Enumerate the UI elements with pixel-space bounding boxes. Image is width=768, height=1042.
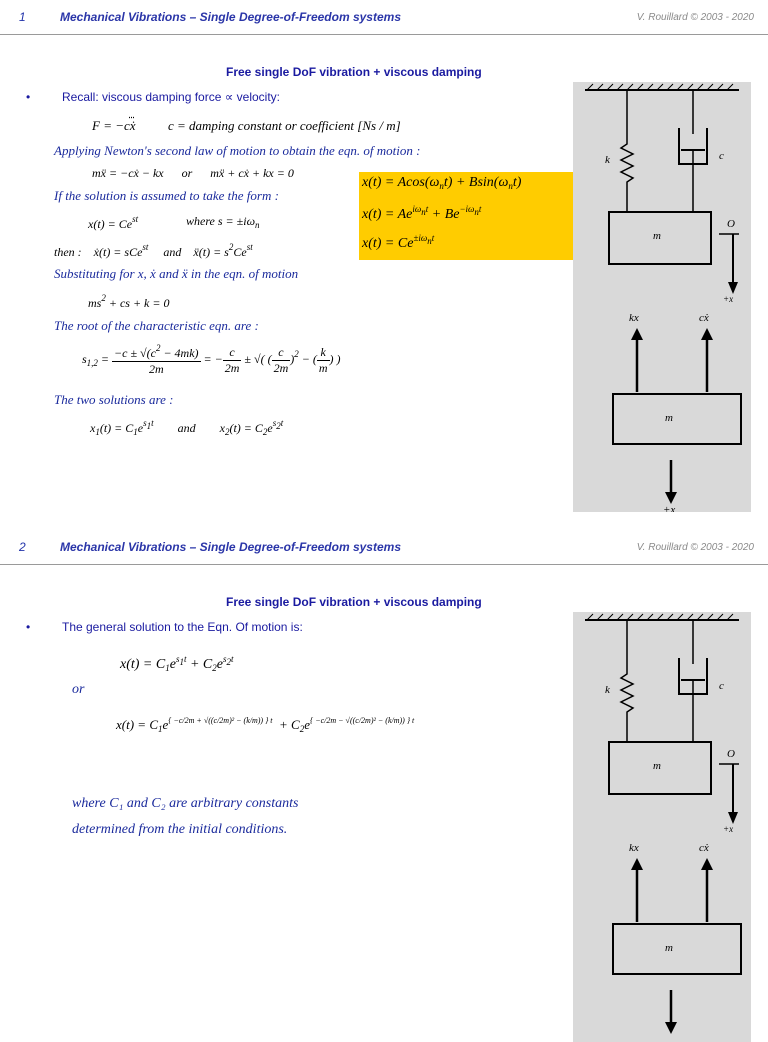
eq-damping-definition: c = damping constant or coefficient [Ns / m] — [168, 118, 401, 133]
eq-characteristic: $ms^2$ + cs + k = 0 — [88, 293, 170, 310]
label-origin: O — [727, 218, 735, 230]
mass-spring-damper-figure — [573, 82, 751, 512]
header-divider — [0, 564, 768, 565]
eq-where-s: where $s = \pm i\omega_n$ — [186, 214, 260, 230]
label-plus-x: +x — [723, 824, 734, 834]
label-c: c — [719, 680, 724, 692]
label-plus-x-fbd: +x — [663, 504, 676, 512]
label-c: c — [719, 150, 724, 162]
text-where-constants: where C₁ and C₂ are arbitrary constants — [72, 796, 299, 811]
bullet-icon: • — [26, 620, 31, 634]
label-m: m — [653, 760, 661, 772]
text-substituting: Substituting for x, ẋ and ẍ in the eqn. of motion — [54, 266, 299, 281]
bullet-text: The general solution to the Eqn. Of motion is: — [62, 620, 303, 634]
copyright-credit: V. Rouillard © 2003 - 2020 — [636, 12, 754, 23]
eq-roots: $s_{1,2}$ = $\frac{-c \pm √(c^2 - 4mk)}{2m}$ = − $\frac{c}{2m}$ ± √( ( $\frac{c}{2m}$ )$^2$ − ( $\frac{k}{m}$ ) ) — [82, 343, 341, 376]
text-two-solutions: The two solutions are : — [54, 392, 174, 407]
text-newton-law: Applying Newton's second law of motion to obtain the eqn. of motion : — [54, 143, 421, 158]
bullet-icon: • — [26, 90, 31, 104]
label-kx: kx — [629, 312, 639, 324]
highlight-eq-3: $x(t) = Ce^{\pm i\omega_nt}$ — [362, 233, 435, 251]
label-origin: O — [727, 748, 735, 760]
slide-header-title: Mechanical Vibrations – Single Degree-of-Freedom systems — [60, 10, 401, 24]
slide-number: 2 — [19, 540, 26, 554]
label-m-fbd: m — [665, 412, 673, 424]
label-m-fbd: m — [665, 942, 673, 954]
eq-general-solution: $x(t) = C_1e^{s_1t} + C_2e^{s_2t}$ — [120, 654, 234, 673]
slide-2 — [0, 530, 768, 1042]
eq-expanded-solution: $x(t) = C_1e^{\{ -c/2m + √((c/2m)^2 - (k/m)) \} t} + C_2e^{\{ -c/2m - √((c/2m)^2 - (k/m)) \} t}$ — [116, 716, 415, 734]
eq-assumed-solution: $x(t) = Ce^{st}$ — [88, 214, 139, 231]
slide-1 — [0, 0, 768, 512]
slide-header-title: Mechanical Vibrations – Single Degree-of-Freedom systems — [60, 540, 401, 554]
label-k: k — [605, 684, 610, 696]
header-divider — [0, 34, 768, 35]
and-text-2: and — [177, 421, 196, 435]
text-roots: The root of the characteristic eqn. are : — [54, 318, 259, 333]
copyright-credit: V. Rouillard © 2003 - 2020 — [636, 542, 754, 553]
label-cxdot: cẋ — [699, 312, 709, 324]
eq-damping-force: F = −cx — [92, 118, 136, 133]
highlight-box — [359, 172, 593, 260]
label-k: k — [605, 154, 610, 166]
then-text: then : — [54, 245, 82, 259]
highlight-eq-2: $x(t) = Ae^{i\omega_nt} + Be^{-i\omega_nt}$ — [362, 204, 482, 222]
label-cxdot: cẋ — [699, 842, 709, 854]
where-s-text: where s = ±iω — [186, 214, 256, 228]
label-m: m — [653, 230, 661, 242]
text-or: or — [72, 682, 85, 697]
eq-motion: mẍ = −cẋ − kx or mẍ + cẋ + kx = 0 — [92, 166, 294, 180]
eq-derivatives: then : ẋ(t) = sCe$^{st}$ and ẍ(t) = $s^2Ce^{st}$ — [54, 242, 253, 259]
eq-two-solutions: $x_1(t) = C_1e^{s_1t}$ and $x_2(t) = C_2e^{s_2t}$ — [90, 418, 284, 437]
mass-spring-damper-figure — [573, 612, 751, 1042]
section-title: Free single DoF vibration + viscous damping — [226, 595, 482, 609]
and-text: and — [163, 245, 182, 259]
label-kx: kx — [629, 842, 639, 854]
section-title: Free single DoF vibration + viscous damping — [226, 65, 482, 79]
bullet-text: Recall: viscous damping force ∝ velocity: — [62, 90, 280, 104]
text-assumed-form: If the solution is assumed to take the form : — [54, 188, 279, 203]
label-plus-x: +x — [723, 294, 734, 304]
slide-number: 1 — [19, 10, 26, 24]
highlight-eq-1: $x(t) = Acos(\omega_nt) + Bsin(\omega_nt)$ — [362, 175, 522, 191]
text-initial-conditions: determined from the initial conditions. — [72, 822, 288, 837]
